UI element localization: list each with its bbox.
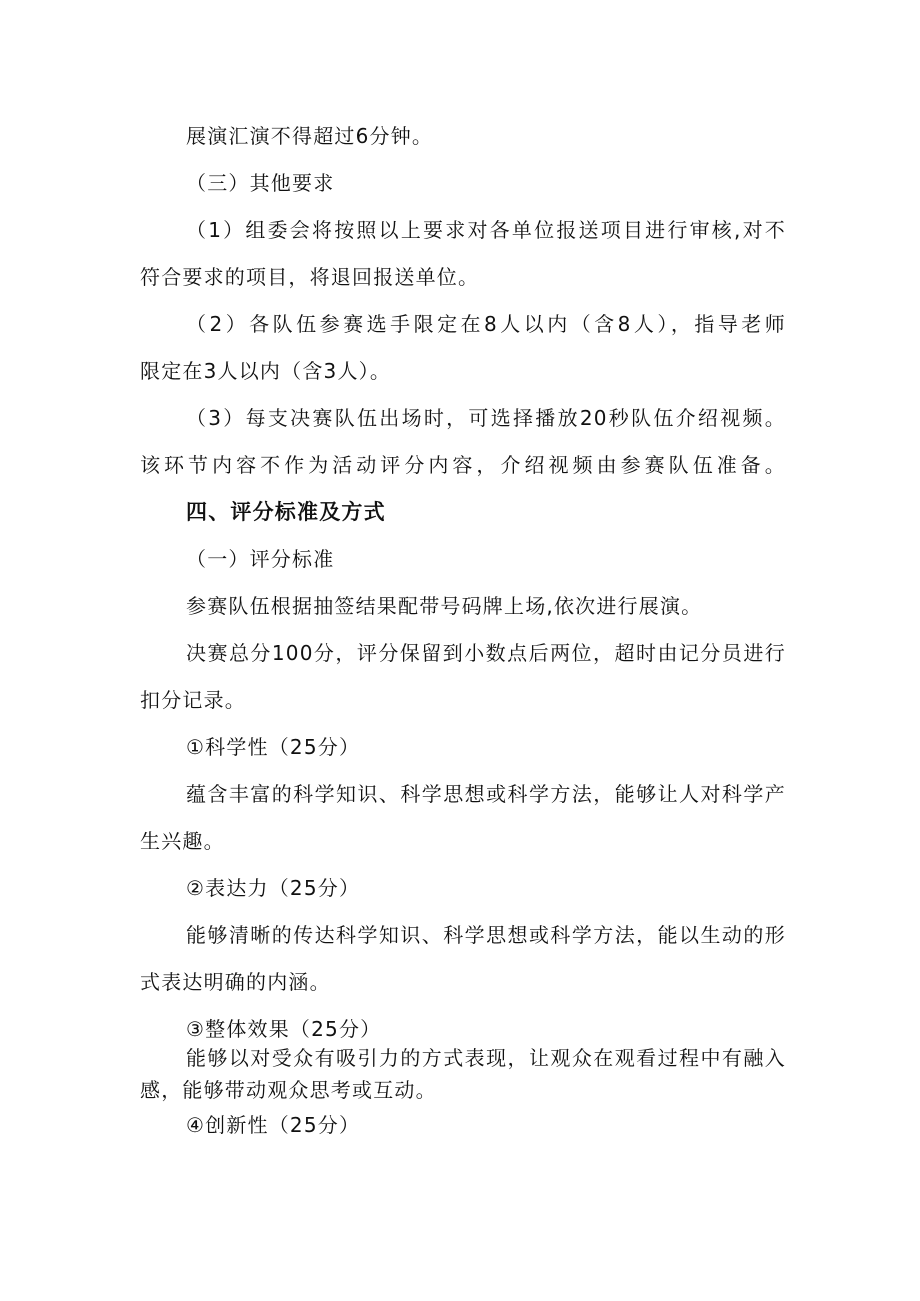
text-line: 扣分记录。 — [140, 688, 246, 712]
text-line: 该环节内容不作为活动评分内容，介绍视频由参赛队伍准备。 — [140, 453, 786, 477]
text-line: 符合要求的项目，将退回报送单位。 — [140, 265, 480, 289]
criterion-title: ①科学性（25分） — [186, 735, 361, 759]
criterion-title-innovation — [140, 1102, 832, 1149]
section-title: （一）评分标准 — [186, 547, 335, 571]
text-line: （2）各队伍参赛选手限定在8人以内（含8人），指导老师 — [186, 312, 786, 336]
text-line: 限定在3人以内（含3人）。 — [140, 359, 392, 383]
criterion-title-scientific — [140, 724, 832, 771]
text-line: 感，能够带动观众思考或互动。 — [140, 1078, 437, 1102]
paragraph-total-score — [140, 630, 786, 724]
heading-scoring-standards — [140, 489, 832, 536]
criterion-title: ④创新性（25分） — [186, 1113, 361, 1137]
criterion-desc-expression — [140, 912, 786, 1006]
paragraph-requirement-2 — [140, 301, 786, 395]
text-line: 能够以对受众有吸引力的方式表现，让观众在观看过程中有融入 — [186, 1046, 786, 1070]
section-other-requirements — [140, 160, 832, 207]
text-line: 式表达明确的内涵。 — [140, 970, 331, 994]
text-line: 能够清晰的传达科学知识、科学思想或科学方法，能以生动的形 — [186, 923, 786, 947]
section-title: （三）其他要求 — [186, 171, 335, 195]
text-line: 展演汇演不得超过6分钟。 — [186, 124, 434, 148]
criterion-desc-overall-effect — [140, 1042, 786, 1106]
text-line: 决赛总分100分，评分保留到小数点后两位，超时由记分员进行 — [186, 641, 786, 665]
heading-text: 四、评分标准及方式 — [186, 500, 386, 524]
paragraph-draw-order — [140, 583, 832, 630]
criterion-title: ②表达力（25分） — [186, 876, 361, 900]
text-line: （3）每支决赛队伍出场时，可选择播放20秒队伍介绍视频。 — [186, 406, 786, 430]
paragraph-requirement-3 — [140, 395, 786, 489]
criterion-title-expression — [140, 865, 832, 912]
text-line: 蕴含丰富的科学知识、科学思想或科学方法，能够让人对科学产 — [186, 782, 786, 806]
text-line: （1）组委会将按照以上要求对各单位报送项目进行审核,对不 — [186, 218, 786, 242]
section-scoring-standard — [140, 536, 832, 583]
text-line: 参赛队伍根据抽签结果配带号码牌上场,依次进行展演。 — [186, 594, 703, 618]
text-line: 生兴趣。 — [140, 829, 225, 853]
paragraph-duration-limit — [140, 113, 832, 160]
paragraph-requirement-1 — [140, 207, 786, 301]
criterion-title: ③整体效果（25分） — [186, 1017, 382, 1041]
criterion-desc-scientific — [140, 771, 786, 865]
